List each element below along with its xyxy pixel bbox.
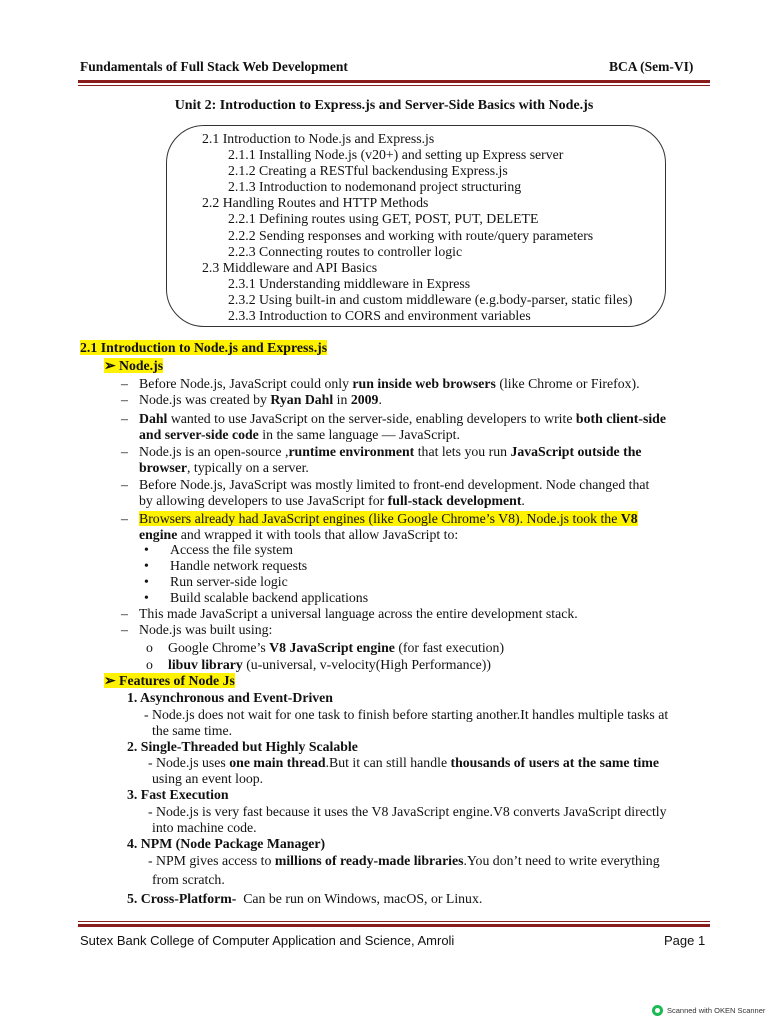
section-heading [80, 340, 327, 357]
feature-desc: from scratch. [152, 872, 225, 887]
feature-title: 4. NPM (Node Package Manager) [127, 836, 326, 851]
nodejs-line-4a: – Node.js is an open-source ,runtime environment that lets you run JavaScript outside the [121, 444, 642, 459]
arrow-bullet-icon: ➢ [104, 358, 120, 373]
feature-desc: Can be run on Windows, macOS, or Linux. [236, 891, 483, 906]
scanner-watermark-text: Scanned with OKEN Scanner [667, 1006, 766, 1015]
nodejs-line-8: – Node.js was built using: [121, 622, 273, 637]
footer-college: Sutex Bank College of Computer Application and Science, Amroli [80, 933, 455, 948]
toc-item: 2.2.2 Sending responses and working with route/query parameters [228, 227, 594, 243]
feature-desc: - Node.js is very fast because it uses the V8 JavaScript engine.V8 converts JavaScript directly [148, 804, 667, 819]
toc-item: 2.1.1 Installing Node.js (v20+) and setting up Express server [228, 147, 564, 163]
feature-desc: using an event loop. [152, 771, 264, 786]
nodejs-heading [104, 358, 163, 375]
nodejs-line-3b: and server-side code in the same language — JavaScript. [139, 427, 460, 442]
toc-item: 2.3 Middleware and API Basics [202, 259, 378, 275]
toc-item: 2.3.2 Using built-in and custom middleware (e.g.body-parser, static files) [228, 291, 633, 307]
feature-desc: the same time. [152, 723, 233, 738]
nodejs-line-2: – Node.js was created by Ryan Dahl in 2009. [121, 392, 382, 407]
sub-list-item: o Google Chrome’s V8 JavaScript engine (for fast execution) [146, 640, 505, 655]
nodejs-line-6b: engine and wrapped it with tools that allow JavaScript to: [139, 527, 459, 542]
header-title: Fundamentals of Full Stack Web Development [80, 59, 348, 74]
bullet-icon: • [144, 590, 149, 605]
toc-list [202, 131, 632, 324]
sub-list-item: o libuv library (u-universal, v-velocity(High Performance)) [146, 657, 491, 672]
header-course: BCA (Sem-VI) [609, 59, 694, 74]
circle-bullet-icon: o [146, 640, 153, 655]
feature-title: 3. Fast Execution [127, 787, 229, 802]
header-rule [78, 80, 710, 83]
nodejs-line-7: – This made JavaScript a universal language across the entire development stack. [121, 606, 578, 621]
feature-desc: - Node.js does not wait for one task to finish before starting another.It handles multiple tasks at [144, 707, 669, 722]
feature-title: 5. Cross-Platform- [127, 891, 237, 906]
arrow-bullet-icon: ➢ [104, 673, 120, 688]
feature-title: 1. Asynchronous and Event-Driven [127, 690, 333, 705]
bullet-icon: • [144, 574, 149, 589]
scanner-watermark [652, 1005, 765, 1016]
nodejs-line-5b: by allowing developers to use JavaScript for full-stack development. [139, 493, 525, 508]
header-rule-thin [78, 85, 710, 86]
toc-item: 2.1.3 Introduction to nodemonand project structuring [228, 179, 522, 195]
circle-bullet-icon: o [146, 657, 153, 672]
features-heading-text: Features of Node Js [119, 673, 235, 688]
footer-page-number: Page 1 [664, 933, 706, 948]
footer-rule [78, 924, 710, 927]
toc-item: 2.1.2 Creating a RESTful backendusing Express.js [228, 163, 508, 179]
nodejs-line-5a: – Before Node.js, JavaScript was mostly limited to front-end development. Node changed that [121, 477, 650, 492]
toc-item: 2.2.3 Connecting routes to controller logic [228, 243, 463, 259]
nodejs-line-4b: browser, typically on a server. [139, 460, 309, 475]
toc-item: 2.2 Handling Routes and HTTP Methods [202, 195, 429, 211]
scanner-logo-icon [652, 1005, 663, 1016]
footer-rule-thin [78, 921, 710, 922]
list-item: • Access the file system [144, 542, 293, 557]
feature-desc: - Node.js uses one main thread.But it can still handle thousands of users at the same time [148, 755, 659, 770]
nodejs-heading-text: Node.js [119, 358, 164, 373]
toc-item: 2.3.3 Introduction to CORS and environment variables [228, 308, 531, 324]
nodejs-line-6a: – Browsers already had JavaScript engines (like Google Chrome’s V8). Node.js took the V8 [121, 511, 638, 526]
toc-item: 2.1 Introduction to Node.js and Express.js [202, 131, 435, 146]
bullet-icon: • [144, 558, 149, 573]
unit-title: Unit 2: Introduction to Express.js and Server-Side Basics with Node.js [174, 98, 594, 113]
feature-title: 2. Single-Threaded but Highly Scalable [127, 739, 358, 754]
nodejs-line-1: – Before Node.js, JavaScript could only run inside web browsers (like Chrome or Firefox). [121, 376, 640, 391]
list-item: • Build scalable backend applications [144, 590, 369, 605]
bullet-icon: • [144, 542, 149, 557]
toc-item: 2.3.1 Understanding middleware in Express [228, 275, 471, 291]
toc-item: 2.2.1 Defining routes using GET, POST, PUT, DELETE [228, 211, 539, 227]
feature-desc: - NPM gives access to millions of ready-made libraries.You don’t need to write everything [148, 853, 660, 868]
section-heading-text: 2.1 Introduction to Node.js and Express.js [80, 340, 328, 355]
features-heading [104, 673, 235, 690]
feature-desc: into machine code. [152, 820, 257, 835]
list-item: • Handle network requests [144, 558, 308, 573]
list-item: • Run server-side logic [144, 574, 288, 589]
nodejs-line-3a: – Dahl wanted to use JavaScript on the server-side, enabling developers to write both client-side [121, 411, 666, 426]
feature-line-5 [127, 891, 482, 908]
